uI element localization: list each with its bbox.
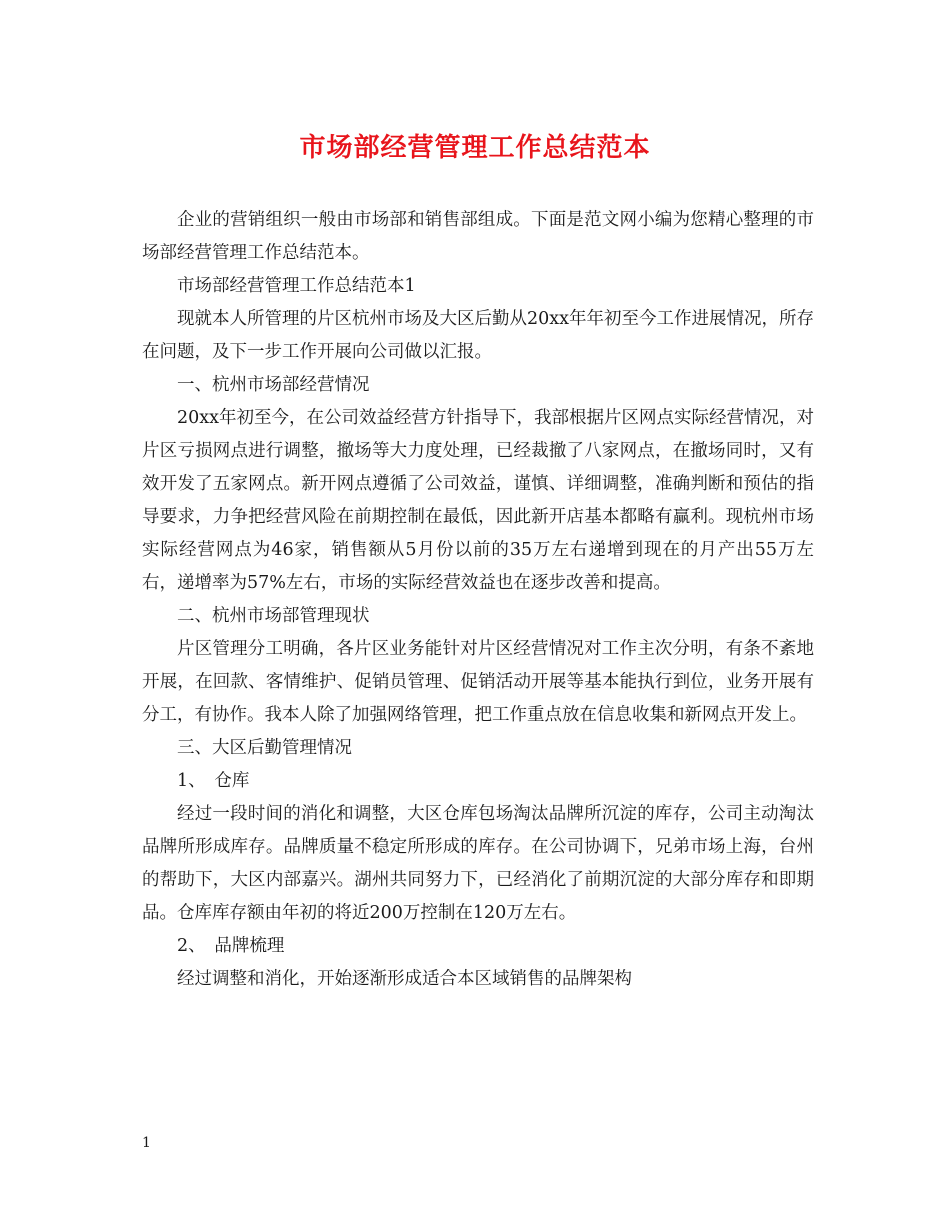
paragraph-subtitle: 市场部经营管理工作总结范本1 — [177, 276, 416, 296]
section-heading-2: 二、杭州市场部管理现状 — [177, 606, 370, 626]
document-body — [142, 204, 814, 996]
paragraph-section-1: 20xx年初至今，在公司效益经营方针指导下，我部根据片区网点实际经营情况，对片区亏损网点进行调整，撤场等大力度处理，已经裁撤了八家网点，在撤场同时，又有效开发了五家网点。新开网点遵循了公司效益，谨慎、详细调整，准确判断和预估的指导要求，力争把经营风险在前期控制在最低，因此新开店基本都略有赢利。现杭州市场实际经营网点为46家，销售额从5月份以前的35万左右递增到现在的月产出55万左右，递增率为57%左右，市场的实际经营效益也在逐步改善和提高。 — [142, 408, 815, 593]
paragraph-section-2: 片区管理分工明确，各片区业务能针对片区经营情况对工作主次分明，有条不紊地开展，在回款、客情维护、促销员管理、促销活动开展等基本能执行到位，业务开展有分工，有协作。我本人除了加强网络管理，把工作重点放在信息收集和新网点开发上。 — [142, 639, 814, 725]
subheading-brand: 2、 品牌梳理 — [177, 936, 285, 956]
section-heading-3: 三、大区后勤管理情况 — [177, 738, 352, 758]
paragraph-report-intro: 现就本人所管理的片区杭州市场及大区后勤从20xx年年初至今工作进展情况，所存在问题，及下一步工作开展向公司做以汇报。 — [142, 309, 815, 362]
paragraph-intro: 企业的营销组织一般由市场部和销售部组成。下面是范文网小编为您精心整理的市场部经营管理工作总结范本。 — [142, 210, 814, 263]
document-title: 市场部经营管理工作总结范本 — [299, 133, 651, 163]
section-heading-1: 一、杭州市场部经营情况 — [177, 375, 370, 395]
paragraph-brand: 经过调整和消化，开始逐渐形成适合本区域销售的品牌架构 — [177, 969, 632, 989]
subheading-warehouse: 1、 仓库 — [177, 771, 250, 791]
paragraph-warehouse: 经过一段时间的消化和调整，大区仓库包场淘汰品牌所沉淀的库存，公司主动淘汰品牌所形成库存。品牌质量不稳定所形成的库存。在公司协调下，兄弟市场上海，台州的帮助下，大区内部嘉兴。湖州共同努力下，已经消化了前期沉淀的大部分库存和即期品。仓库库存额由年初的将近200万控制在120万左右。 — [142, 804, 814, 923]
page-number: 1 — [142, 1135, 151, 1151]
